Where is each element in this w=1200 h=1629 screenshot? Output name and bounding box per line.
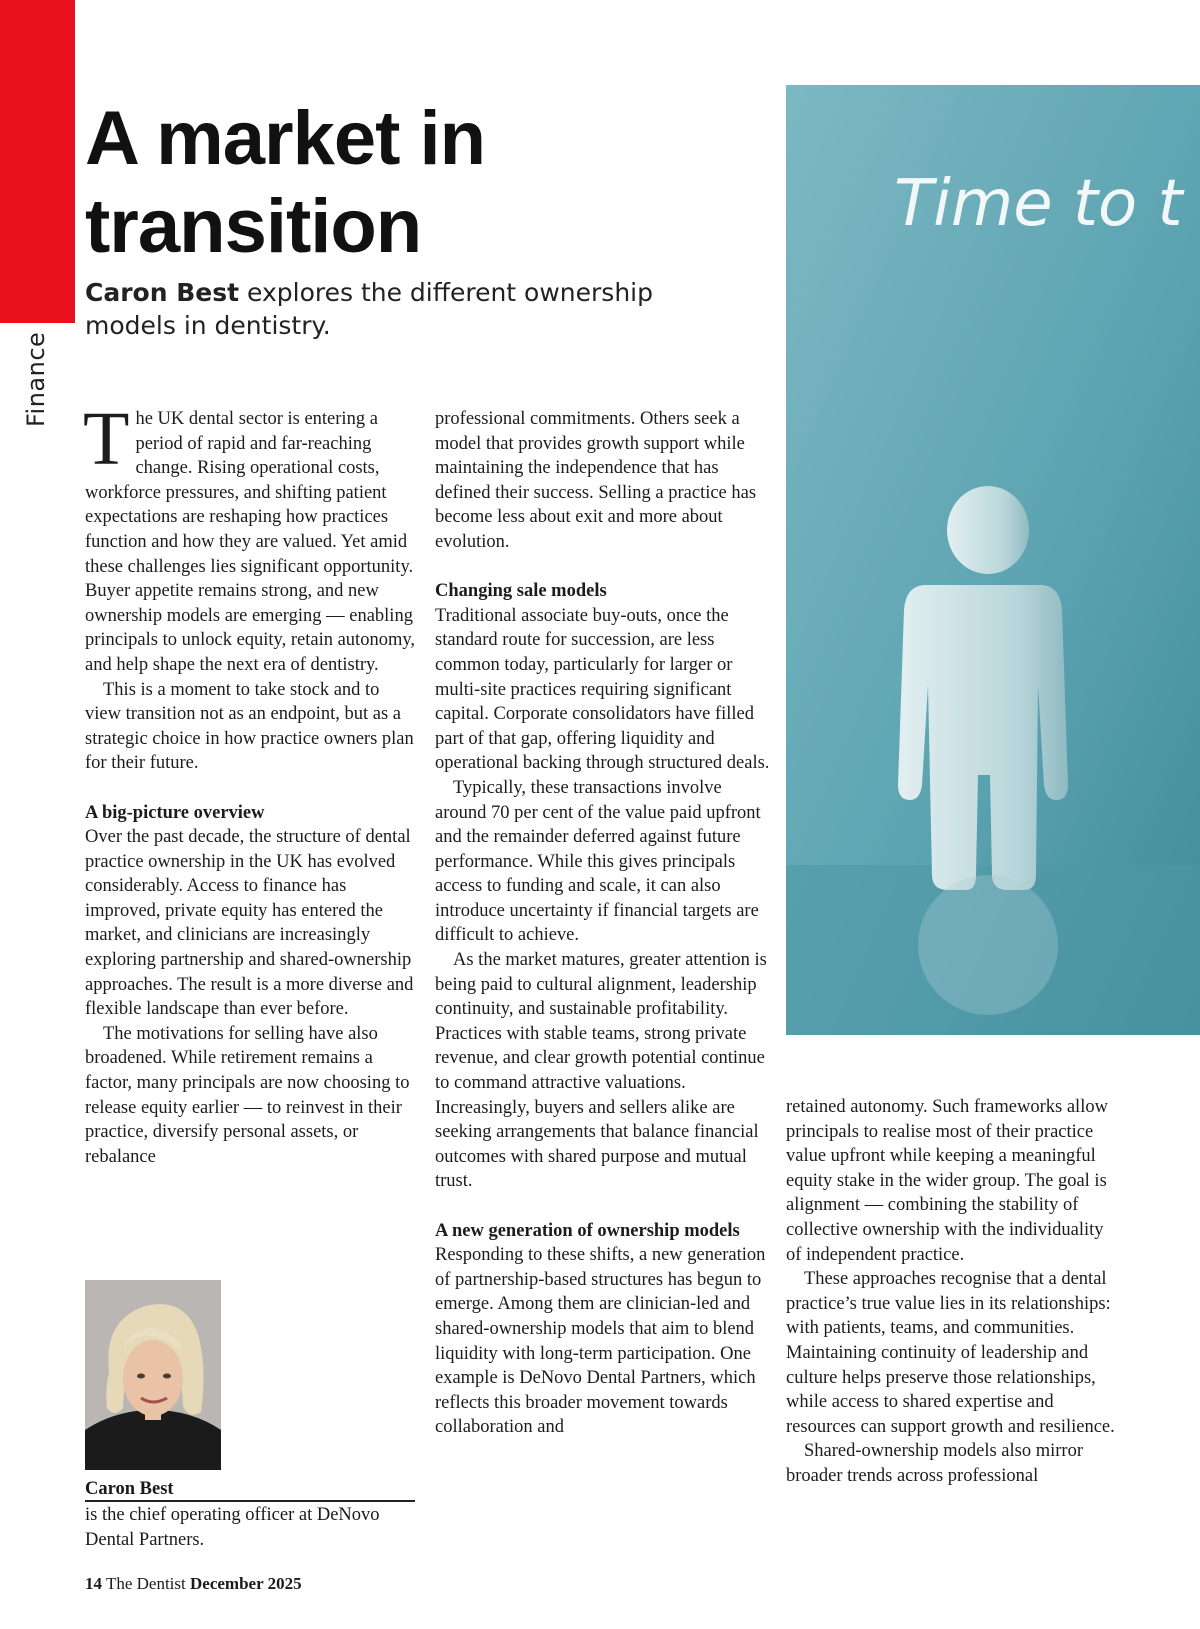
hero-image <box>786 85 1200 1035</box>
section-color-bar <box>0 0 75 323</box>
body-paragraph: These approaches recognise that a dental practice’s true value lies in its relationships: with patients, teams, and communities. Maintaining continuity of leadership and culture helps preserve those relationships, while access to shared expertise and resources can support growth and resilience. <box>786 1269 1115 1437</box>
author-portrait-icon <box>85 1280 221 1470</box>
publication-name: The Dentist <box>105 1574 186 1593</box>
issue-date: December 2025 <box>190 1574 302 1593</box>
body-paragraph: This is a moment to take stock and to view transition not as an endpoint, but as a strategic choice in how practice owners plan for their future. <box>85 679 414 774</box>
dropcap: T <box>83 397 130 481</box>
article-column-2 <box>435 407 770 1440</box>
article-headline <box>85 95 725 271</box>
standfirst-author: Caron Best <box>85 278 240 307</box>
author-photo <box>85 1280 221 1470</box>
intro-paragraph <box>83 397 416 678</box>
body-paragraph: As the market matures, greater attention is being paid to cultural alignment, leadership continuity, and sustainable profitability. Practices with stable teams, strong private revenue, and clear growth potential continue to command attractive valuations. Increasingly, buyers and sellers alike are seeking arrangements that balance financial outcomes with shared purpose and mutual trust. <box>435 950 767 1192</box>
body-paragraph: Responding to these shifts, a new generation of partnership-based structures has begun to emerge. Among them are clinician-led and shared-ownership models that aim to blend liquidity with long-term participation. One example is DeNovo Dental Partners, which reflects this broader movement towards collaboration and <box>435 1245 766 1438</box>
section-label: Finance <box>22 331 50 427</box>
page-footer <box>85 1573 485 1595</box>
intro-text: he UK dental sector is entering a period of rapid and far-reaching change. Rising operational costs, workforce pressures, and shifting patient expectations are reshaping how practices function and how they are valued. Yet amid these challenges lies significant opportunity. Buyer appetite remains strong, and new ownership models are emerging — enabling principals to unlock equity, retain autonomy, and help shape the next era of dentistry. <box>85 409 416 675</box>
page-number: 14 <box>85 1574 102 1593</box>
bio-divider <box>85 1500 415 1502</box>
body-paragraph: Traditional associate buy-outs, once the standard route for succession, are less common today, particularly for larger or multi-site practices requiring significant capital. Corporate consolidators have filled part of that gap, offering liquidity and operational backing through structured deals. <box>435 605 770 774</box>
subheading-changing-sale-models: Changing sale models <box>435 581 607 602</box>
bio-name: Caron Best <box>85 1479 174 1499</box>
bio-text: is the chief operating officer at DeNovo Dental Partners. <box>85 1505 380 1550</box>
subheading-overview: A big-picture overview <box>85 802 265 823</box>
standfirst <box>85 276 745 342</box>
body-paragraph: Shared-ownership models also mirror broader trends across professional <box>786 1441 1083 1486</box>
body-paragraph: Over the past decade, the structure of dental practice ownership in the UK has evolved considerably. Access to finance has improved, private equity has entered the market, and clinicians are increasingly exploring partnership and shared-ownership approaches. The result is a more diverse and flexible landscape than ever before. <box>85 827 414 1020</box>
body-paragraph: Typically, these transactions involve around 70 per cent of the value paid upfront and the remainder deferred against future performance. While this gives principals access to funding and scale, it can also introduce uncertainty if financial targets are difficult to achieve. <box>435 777 761 946</box>
hero-caption-text: Time to t <box>894 167 1183 241</box>
subheading-new-generation: A new generation of ownership models <box>435 1220 740 1241</box>
headline-line-2: transition <box>85 184 422 269</box>
standfirst-text: explores the different ownership models in dentistry. <box>85 278 653 340</box>
article-column-1 <box>83 397 416 1169</box>
body-paragraph: professional commitments. Others seek a model that provides growth support while maintaining the independence that has defined their success. Selling a practice has become less about exit and more about evolution. <box>435 409 757 552</box>
body-paragraph: retained autonomy. Such frameworks allow principals to realise most of their practice value upfront while keeping a meaningful equity stake in the wider group. The goal is alignment — combining the stability of collective ownership with the individuality of independent practice. <box>786 1097 1108 1265</box>
headline-line-1: A market in <box>85 96 486 181</box>
person-figure-icon <box>786 85 1200 1035</box>
article-column-3 <box>786 1095 1116 1489</box>
body-paragraph: The motivations for selling have also broadened. While retirement remains a factor, many principals are now choosing to release equity earlier — to reinvest in their practice, diversify personal assets, or rebalance <box>85 1023 410 1167</box>
